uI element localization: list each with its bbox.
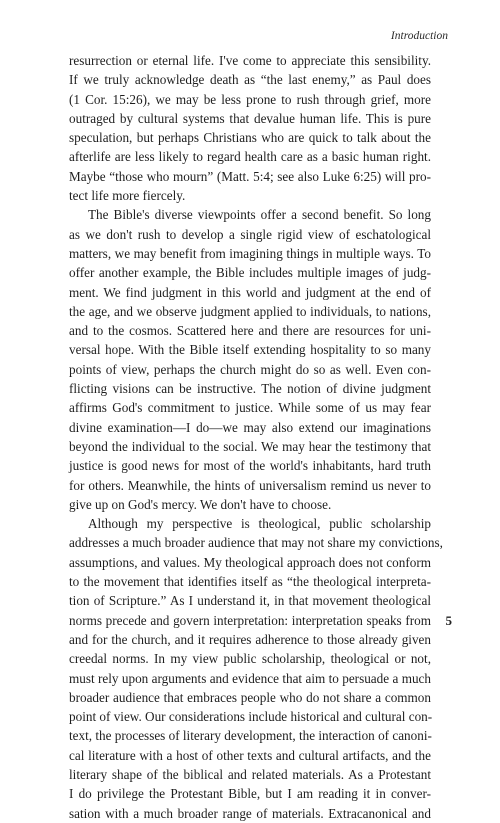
body-text	[69, 51, 443, 823]
text-line: Although my perspective is theological, public scholarship	[88, 516, 431, 532]
text-line: addresses a much broader audience that may not share my convictions,	[69, 535, 443, 551]
text-line: beyond the individual to the social. We may hear the testimony that	[69, 438, 431, 454]
paragraph	[69, 205, 431, 514]
text-line: for others. Meanwhile, the hints of universalism remind us never to	[69, 477, 431, 493]
text-line: as we don't rush to develop a single rigid view of eschatological	[69, 226, 431, 242]
text-line: norms precede and govern interpretation: interpretation speaks from	[69, 612, 431, 628]
text-line: broader audience that embraces people who do not share a common	[69, 689, 431, 705]
text-line: The Bible's diverse viewpoints offer a second benefit. So long	[88, 207, 431, 223]
text-line: give up on God's mercy. We don't have to choose.	[69, 496, 332, 512]
text-line: sation with a much broader range of materials. Extracanonical and	[69, 805, 431, 821]
text-line: (1 Cor. 15:26), we may be less prone to rush through grief, more	[69, 91, 431, 107]
text-line: flicting visions can be instructive. The notion of divine judgment	[69, 381, 431, 397]
text-line: tion of Scripture.” As I understand it, in that movement theological	[69, 593, 431, 609]
page-number: 5	[445, 613, 452, 628]
text-line: offer another example, the Bible includes multiple images of judg-	[69, 265, 431, 281]
text-line: speculation, but perhaps Christians who are quick to talk about the	[69, 130, 431, 146]
text-line: ment. We find judgment in this world and judgment at the end of	[69, 284, 431, 300]
text-line: points of view, perhaps the church might do so as well. Even con-	[69, 361, 431, 377]
text-line: creedal norms. In my view public scholarship, theological or not,	[69, 651, 431, 667]
text-line: justice is good news for most of the world's inhabitants, hard truth	[69, 458, 431, 474]
text-line: resurrection or eternal life. I've come to appreciate this sensibility.	[69, 53, 431, 68]
paragraph	[69, 514, 443, 823]
text-line: to the movement that identifies itself as “the theological interpreta-	[69, 574, 431, 590]
text-line: and to the cosmos. Scattered here and there are resources for uni-	[69, 323, 431, 339]
text-line: cal literature with a host of other texts and cultural artifacts, and the	[69, 747, 431, 763]
text-line: point of view. Our considerations include historical and cultural con-	[69, 709, 433, 725]
text-line: assumptions, and values. My theological approach does not conform	[69, 554, 431, 570]
text-line: affirms God's commitment to justice. While some of us may fear	[69, 400, 431, 416]
text-line: If we truly acknowledge death as “the last enemy,” as Paul does	[69, 72, 431, 88]
running-header: Introduction	[390, 30, 448, 42]
text-line: divine examination—I do—we may also extend our imaginations	[69, 419, 431, 435]
text-line: text, the processes of literary development, the interaction of canoni-	[69, 728, 432, 744]
text-line: matters, we may benefit from imagining things in multiple ways. To	[69, 245, 431, 261]
text-line: versal hope. With the Bible itself extending hospitality to so many	[69, 342, 431, 358]
text-line: tect life more fiercely.	[69, 188, 186, 204]
text-line: I do privilege the Protestant Bible, but I am reading it in conver-	[69, 786, 431, 802]
text-line: must rely upon arguments and evidence that aim to persuade a much	[69, 670, 431, 686]
paragraph	[69, 51, 431, 205]
text-line: the age, and we observe judgment applied to individuals, to nations,	[69, 303, 431, 319]
text-line: afterlife are less likely to regard health care as a basic human right.	[69, 149, 431, 165]
text-line: Maybe “those who mourn” (Matt. 5:4; see also Luke 6:25) will pro-	[69, 168, 431, 184]
text-line: outraged by cultural systems that devalue human life. This is pure	[69, 110, 431, 126]
text-line: literary shape of the biblical and related materials. As a Protestant	[69, 766, 431, 782]
text-line: and for the church, and it requires adherence to those already given	[69, 631, 431, 647]
